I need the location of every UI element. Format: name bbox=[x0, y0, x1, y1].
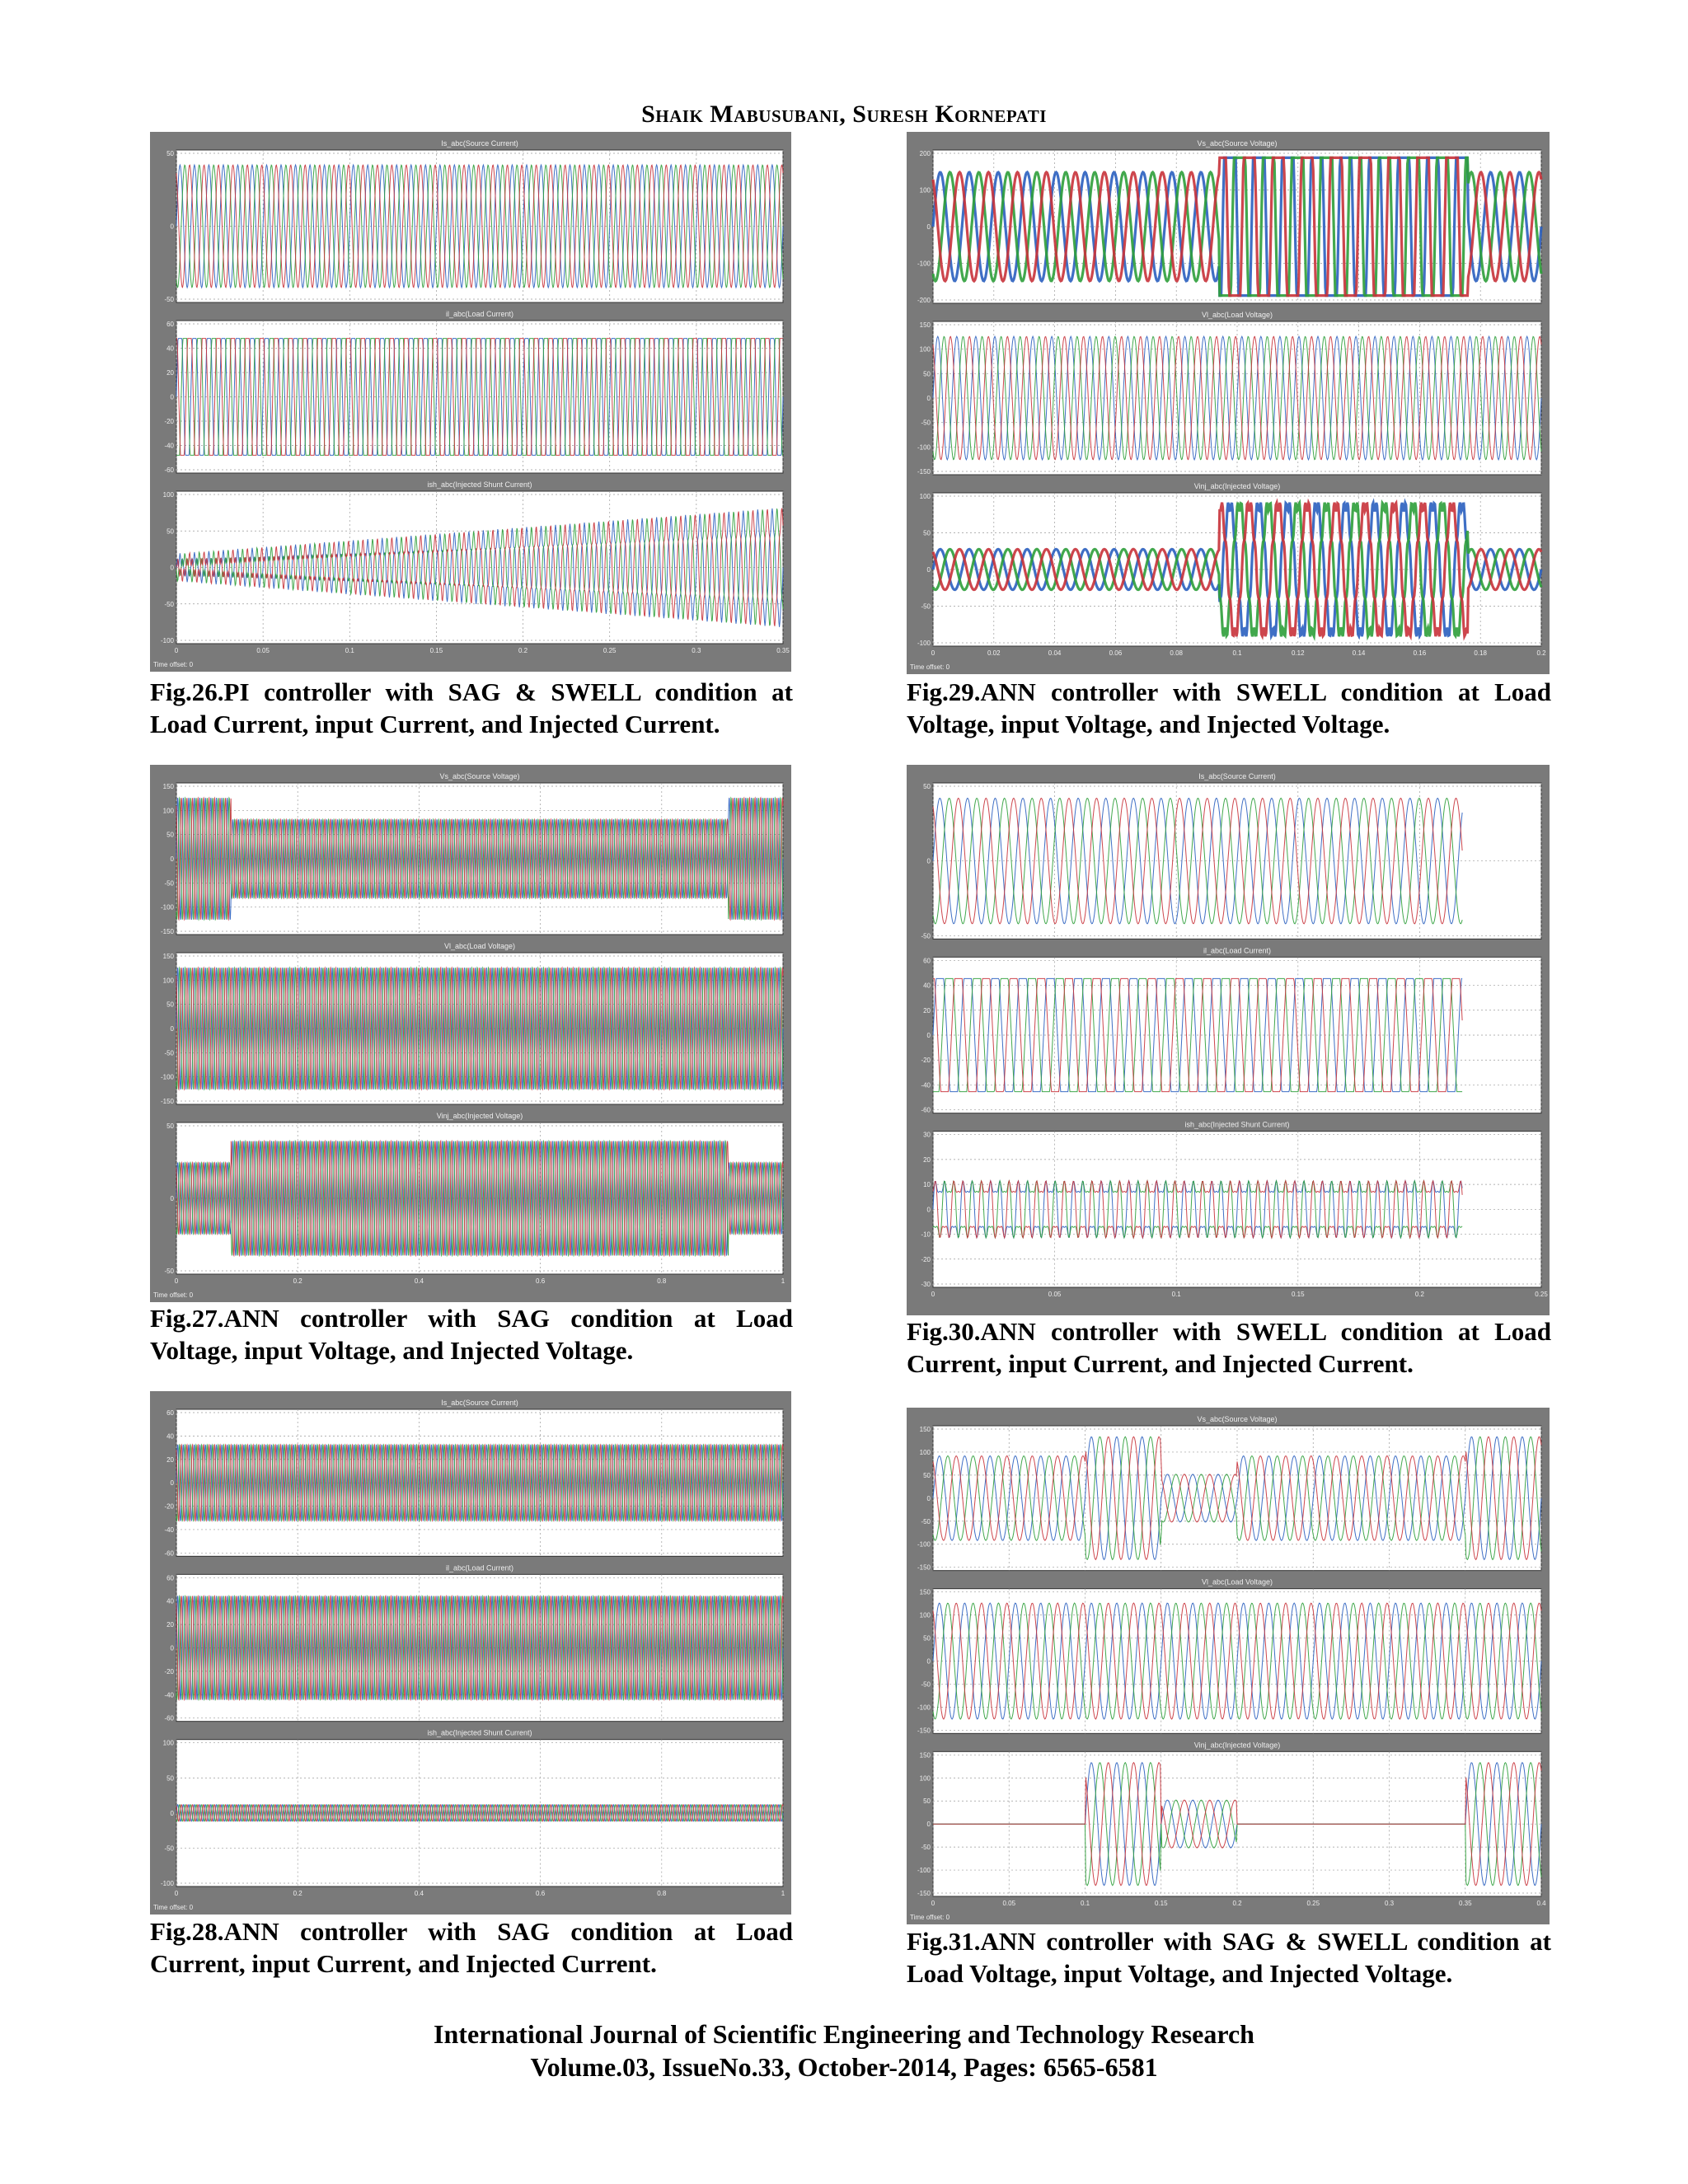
panel-title: Is_abc(Source Current) bbox=[1198, 772, 1276, 780]
x-tick-label: 0.3 bbox=[1384, 1900, 1395, 1907]
scope-panel bbox=[917, 311, 1541, 476]
x-tick-label: 0.25 bbox=[1535, 1291, 1548, 1298]
x-tick-label: 0.2 bbox=[1414, 1291, 1424, 1298]
y-tick-label: -100 bbox=[160, 903, 174, 912]
figure-31-plot bbox=[907, 1408, 1550, 1924]
time-offset-label: Time offset: 0 bbox=[910, 1914, 950, 1921]
x-tick-label: 0 bbox=[931, 1291, 935, 1298]
y-tick-label: -50 bbox=[164, 879, 174, 888]
y-tick-label: 0 bbox=[170, 855, 174, 863]
y-tick-label: 100 bbox=[919, 1774, 931, 1783]
x-tick-label: 0.1 bbox=[1171, 1291, 1181, 1298]
x-tick-label: 0.16 bbox=[1413, 649, 1427, 657]
x-tick-label: 0 bbox=[931, 649, 935, 657]
panel-title: Vs_abc(Source Voltage) bbox=[1197, 139, 1278, 148]
figure-28-caption bbox=[150, 1915, 793, 1980]
x-tick-label: 0.4 bbox=[1536, 1900, 1546, 1907]
y-tick-label: 150 bbox=[162, 783, 174, 790]
panel-title: Vinj_abc(Injected Voltage) bbox=[436, 1112, 523, 1120]
y-tick-label: 150 bbox=[919, 321, 931, 329]
y-tick-label: 0 bbox=[926, 1494, 931, 1502]
x-tick-label: 0.6 bbox=[536, 1890, 546, 1897]
y-tick-label: 20 bbox=[166, 369, 174, 377]
y-tick-label: -150 bbox=[917, 468, 931, 476]
y-tick-label: 0 bbox=[170, 1644, 174, 1652]
y-tick-label: 150 bbox=[162, 953, 174, 960]
y-tick-label: 0 bbox=[926, 566, 931, 574]
scope-panel bbox=[161, 772, 783, 935]
y-tick-label: -40 bbox=[164, 1691, 174, 1699]
x-tick-label: 0 bbox=[174, 647, 179, 654]
y-tick-label: 20 bbox=[923, 1155, 931, 1164]
y-tick-label: 40 bbox=[166, 1432, 174, 1441]
scope-panel bbox=[921, 946, 1541, 1113]
y-tick-label: -50 bbox=[164, 1049, 174, 1057]
x-tick-label: 0.2 bbox=[293, 1890, 302, 1897]
figure-28-plot bbox=[150, 1391, 791, 1915]
scope-panel bbox=[161, 942, 783, 1105]
x-tick-label: 0.05 bbox=[256, 647, 270, 654]
scope-panel bbox=[921, 772, 1541, 940]
panel-title: Vl_abc(Load Voltage) bbox=[1201, 311, 1273, 319]
y-tick-label: -100 bbox=[160, 1880, 174, 1887]
y-tick-label: 50 bbox=[923, 783, 931, 790]
y-tick-label: 150 bbox=[919, 1426, 931, 1433]
scope-panel bbox=[164, 1112, 783, 1275]
caption-text: Fig.26.PI controller with SAG & SWELL condition at Load Current, input Current, and Injected Current. bbox=[150, 677, 793, 738]
y-tick-label: 0 bbox=[170, 1195, 174, 1202]
time-offset-label: Time offset: 0 bbox=[153, 1291, 194, 1299]
y-tick-label: -100 bbox=[917, 1540, 931, 1549]
y-tick-label: 20 bbox=[166, 1455, 174, 1464]
y-tick-label: -150 bbox=[917, 1563, 931, 1572]
x-tick-label: 0.2 bbox=[1232, 1900, 1242, 1907]
y-tick-label: -60 bbox=[921, 1106, 931, 1114]
journal-name: International Journal of Scientific Engineering and Technology Research bbox=[434, 2019, 1254, 2049]
y-tick-label: 100 bbox=[919, 186, 931, 194]
panel-title: Vinj_abc(Injected Voltage) bbox=[1193, 1741, 1281, 1750]
time-offset-label: Time offset: 0 bbox=[910, 663, 950, 671]
x-tick-label: 0 bbox=[174, 1890, 179, 1897]
y-tick-label: -10 bbox=[921, 1230, 931, 1239]
y-tick-label: -150 bbox=[160, 928, 174, 935]
panel-title: ish_abc(Injected Shunt Current) bbox=[427, 480, 532, 489]
y-tick-label: 50 bbox=[923, 1797, 931, 1806]
y-tick-label: 50 bbox=[923, 370, 931, 378]
x-tick-label: 0 bbox=[174, 1277, 179, 1285]
scope-panel bbox=[917, 482, 1541, 647]
y-tick-label: 100 bbox=[162, 807, 174, 815]
y-tick-label: 0 bbox=[170, 1025, 174, 1033]
y-tick-label: -50 bbox=[164, 296, 174, 303]
x-tick-label: 0.1 bbox=[1232, 649, 1242, 657]
x-tick-label: 0.15 bbox=[429, 647, 443, 654]
x-tick-label: 0.35 bbox=[776, 647, 790, 654]
panel-title: Vs_abc(Source Voltage) bbox=[1197, 1415, 1278, 1423]
time-offset-label: Time offset: 0 bbox=[153, 1904, 194, 1911]
figure-30-caption bbox=[907, 1315, 1551, 1380]
y-tick-label: 50 bbox=[166, 1774, 174, 1783]
y-tick-label: -150 bbox=[917, 1727, 931, 1735]
caption-text: Fig.29.ANN controller with SWELL condition at Load Voltage, input Voltage, and Injected Voltage. bbox=[907, 677, 1551, 738]
y-tick-label: 200 bbox=[919, 150, 931, 157]
scope-panel bbox=[161, 480, 783, 644]
y-tick-label: 0 bbox=[926, 395, 931, 402]
y-tick-label: -150 bbox=[160, 1098, 174, 1105]
x-tick-label: 0.3 bbox=[692, 647, 701, 654]
y-tick-label: -150 bbox=[917, 1890, 931, 1897]
y-tick-label: 50 bbox=[166, 527, 174, 536]
y-tick-label: -20 bbox=[164, 1502, 174, 1511]
scope-panel bbox=[917, 1741, 1541, 1897]
y-tick-label: 0 bbox=[926, 223, 931, 231]
y-tick-label: 0 bbox=[926, 857, 931, 865]
scope-panel bbox=[164, 1399, 783, 1557]
y-tick-label: 60 bbox=[166, 1574, 174, 1582]
y-tick-label: 0 bbox=[170, 564, 174, 572]
journal-volume: Volume.03, IssueNo.33, October-2014, Pages: 6565-6581 bbox=[530, 2052, 1158, 2082]
x-tick-label: 0.4 bbox=[414, 1890, 424, 1897]
x-tick-label: 0.05 bbox=[1048, 1291, 1062, 1298]
figure-29-plot bbox=[907, 132, 1550, 674]
y-tick-label: -100 bbox=[917, 1704, 931, 1712]
figure-29-caption bbox=[907, 676, 1551, 740]
time-offset-label: Time offset: 0 bbox=[153, 661, 194, 668]
y-tick-label: -50 bbox=[921, 1517, 931, 1526]
y-tick-label: 40 bbox=[166, 344, 174, 353]
y-tick-label: 0 bbox=[170, 393, 174, 401]
x-tick-label: 0.2 bbox=[1536, 649, 1546, 657]
scope-panel bbox=[164, 310, 783, 474]
scope-panel bbox=[917, 1578, 1541, 1735]
y-tick-label: -50 bbox=[164, 1268, 174, 1275]
y-tick-label: -50 bbox=[921, 1844, 931, 1852]
y-tick-label: 40 bbox=[923, 982, 931, 990]
y-tick-label: -50 bbox=[164, 1844, 174, 1853]
y-tick-label: 50 bbox=[166, 1001, 174, 1009]
y-tick-label: -100 bbox=[917, 260, 931, 268]
x-tick-label: 0.1 bbox=[1080, 1900, 1090, 1907]
y-tick-label: 100 bbox=[162, 491, 174, 499]
y-tick-label: -100 bbox=[160, 637, 174, 644]
y-tick-label: -20 bbox=[164, 418, 174, 425]
x-tick-label: 0.14 bbox=[1352, 649, 1366, 657]
y-tick-label: 50 bbox=[923, 529, 931, 537]
x-tick-label: 0.18 bbox=[1474, 649, 1487, 657]
x-tick-label: 0.25 bbox=[603, 647, 617, 654]
y-tick-label: 50 bbox=[923, 1634, 931, 1643]
y-tick-label: 0 bbox=[170, 223, 174, 231]
y-tick-label: -40 bbox=[164, 442, 174, 450]
y-tick-label: 50 bbox=[166, 150, 174, 157]
panel-title: Is_abc(Source Current) bbox=[441, 139, 518, 148]
x-tick-label: 0.15 bbox=[1154, 1900, 1168, 1907]
panel-title: Is_abc(Source Current) bbox=[441, 1399, 518, 1407]
y-tick-label: -100 bbox=[160, 1073, 174, 1081]
x-tick-label: 0.6 bbox=[536, 1277, 546, 1285]
y-tick-label: -20 bbox=[921, 1255, 931, 1263]
x-tick-label: 0.02 bbox=[987, 649, 1001, 657]
y-tick-label: 150 bbox=[919, 1751, 931, 1760]
x-tick-label: 0.4 bbox=[414, 1277, 424, 1285]
x-tick-label: 0.25 bbox=[1306, 1900, 1320, 1907]
scope-panel bbox=[164, 139, 783, 303]
x-tick-label: 0 bbox=[931, 1900, 935, 1907]
caption-text: Fig.28.ANN controller with SAG condition at Load Current, input Current, and Injected Current. bbox=[150, 1917, 793, 1978]
y-tick-label: -20 bbox=[164, 1667, 174, 1675]
y-tick-label: 0 bbox=[926, 1657, 931, 1666]
panel-title: Vl_abc(Load Voltage) bbox=[1201, 1577, 1273, 1586]
y-tick-label: 100 bbox=[162, 1739, 174, 1747]
y-tick-label: -100 bbox=[917, 1867, 931, 1875]
y-tick-label: -50 bbox=[921, 419, 931, 427]
x-tick-label: 0.12 bbox=[1292, 649, 1305, 657]
y-tick-label: 0 bbox=[926, 1032, 931, 1039]
y-tick-label: 0 bbox=[926, 1821, 931, 1829]
x-tick-label: 0.8 bbox=[657, 1277, 667, 1285]
scope-panel bbox=[161, 1729, 783, 1887]
x-tick-label: 0.2 bbox=[518, 647, 528, 654]
y-tick-label: -50 bbox=[921, 932, 931, 940]
y-tick-label: 50 bbox=[923, 1471, 931, 1479]
y-tick-label: -40 bbox=[921, 1081, 931, 1090]
y-tick-label: -50 bbox=[164, 600, 174, 608]
y-tick-label: 30 bbox=[923, 1131, 931, 1139]
y-tick-label: -50 bbox=[921, 602, 931, 611]
figure-26-plot bbox=[150, 132, 791, 672]
y-tick-label: -100 bbox=[917, 640, 931, 647]
caption-text: Fig.27.ANN controller with SAG condition at Load Voltage, input Voltage, and Injected Voltage. bbox=[150, 1304, 793, 1365]
y-tick-label: -40 bbox=[164, 1526, 174, 1534]
x-tick-label: 0.8 bbox=[657, 1890, 667, 1897]
y-tick-label: -50 bbox=[921, 1680, 931, 1689]
scope-panel bbox=[164, 1563, 783, 1722]
y-tick-label: 20 bbox=[923, 1006, 931, 1015]
y-tick-label: 50 bbox=[166, 831, 174, 839]
caption-text: Fig.30.ANN controller with SWELL condition at Load Current, input Current, and Injected Current. bbox=[907, 1317, 1551, 1378]
x-tick-label: 0.1 bbox=[345, 647, 354, 654]
panel-title: Vl_abc(Load Voltage) bbox=[443, 942, 516, 950]
figure-30-plot bbox=[907, 765, 1550, 1315]
y-tick-label: 60 bbox=[923, 957, 931, 965]
panel-title: Vinj_abc(Injected Voltage) bbox=[1193, 482, 1281, 490]
x-tick-label: 1 bbox=[781, 1890, 785, 1897]
panel-title: ish_abc(Injected Shunt Current) bbox=[1184, 1120, 1290, 1129]
y-tick-label: -200 bbox=[917, 297, 931, 304]
panel-title: il_abc(Load Current) bbox=[445, 1563, 514, 1572]
y-tick-label: 100 bbox=[919, 1448, 931, 1456]
y-tick-label: 100 bbox=[919, 1611, 931, 1619]
y-tick-label: 40 bbox=[166, 1597, 174, 1605]
y-tick-label: 60 bbox=[166, 1409, 174, 1417]
running-header: Shaik Mabusubani, Suresh Kornepati bbox=[641, 101, 1047, 128]
y-tick-label: 0 bbox=[170, 1479, 174, 1488]
y-tick-label: -20 bbox=[921, 1057, 931, 1065]
x-tick-label: 0.06 bbox=[1109, 649, 1123, 657]
y-tick-label: -60 bbox=[164, 1714, 174, 1722]
x-tick-label: 0.04 bbox=[1048, 649, 1062, 657]
y-tick-label: 10 bbox=[923, 1181, 931, 1189]
panel-title: Vs_abc(Source Voltage) bbox=[439, 772, 520, 780]
y-tick-label: -60 bbox=[164, 466, 174, 474]
y-tick-label: 100 bbox=[919, 345, 931, 354]
y-tick-label: 0 bbox=[170, 1809, 174, 1817]
y-tick-label: -60 bbox=[164, 1549, 174, 1558]
y-tick-label: 50 bbox=[166, 1122, 174, 1130]
figure-27-plot bbox=[150, 765, 791, 1302]
x-tick-label: 0.08 bbox=[1170, 649, 1183, 657]
y-tick-label: 0 bbox=[926, 1206, 931, 1214]
figure-26-caption bbox=[150, 676, 793, 740]
y-tick-label: -100 bbox=[917, 443, 931, 452]
panel-title: il_abc(Load Current) bbox=[445, 310, 514, 318]
figure-27-caption bbox=[150, 1302, 793, 1366]
x-tick-label: 0.05 bbox=[1002, 1900, 1016, 1907]
y-tick-label: 60 bbox=[166, 321, 174, 328]
panel-title: ish_abc(Injected Shunt Current) bbox=[427, 1728, 532, 1737]
scope-panel bbox=[917, 1415, 1541, 1572]
y-tick-label: 20 bbox=[166, 1621, 174, 1629]
y-tick-label: 150 bbox=[919, 1588, 931, 1596]
x-tick-label: 0.35 bbox=[1458, 1900, 1472, 1907]
panel-title: il_abc(Load Current) bbox=[1203, 946, 1272, 955]
x-tick-label: 0.2 bbox=[293, 1277, 302, 1285]
caption-text: Fig.31.ANN controller with SAG & SWELL condition at Load Voltage, input Voltage, and Injected Voltage. bbox=[907, 1927, 1551, 1988]
y-tick-label: 100 bbox=[919, 493, 931, 500]
scope-panel bbox=[917, 139, 1541, 304]
x-tick-label: 0.15 bbox=[1292, 1291, 1305, 1298]
page-footer bbox=[0, 2018, 1688, 2083]
y-tick-label: -30 bbox=[921, 1281, 931, 1288]
x-tick-label: 1 bbox=[781, 1277, 785, 1285]
scope-panel bbox=[921, 1121, 1541, 1288]
y-tick-label: 100 bbox=[162, 977, 174, 985]
figure-31-caption bbox=[907, 1925, 1551, 1990]
